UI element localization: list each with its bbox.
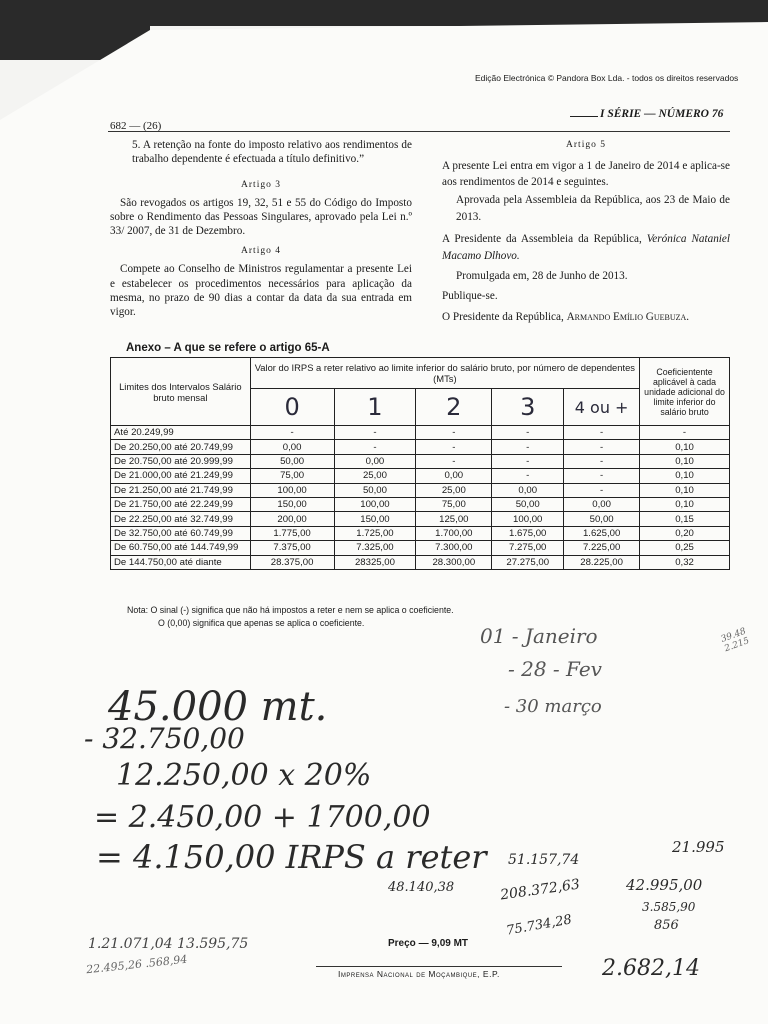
dependents-4-plus: 4 ou + [564,389,640,426]
dependents-3: 3 [492,389,564,426]
table-cell-value: 7.225,00 [564,541,640,555]
table-cell-value: - [334,440,416,454]
republic-president [442,310,730,324]
table-cell-value: 100,00 [250,483,334,497]
article-5-text: A presente Lei entra em vigor a 1 de Janeiro de 2014 e aplica-se aos rendimentos de 2014 e seguintes. [442,160,730,189]
handwritten-sum-1: 51.157,74 [508,852,580,868]
handwritten-sum-2: 21.995 [672,838,725,856]
assembly-president [442,231,730,265]
table-cell-value: - [564,440,640,454]
table-cell-value: 7.375,00 [250,541,334,555]
table-row [111,454,730,468]
table-cell-range: De 21.750,00 até 22.249,99 [111,497,251,511]
table-cell-coefficient: 0,10 [640,440,730,454]
table-row [111,497,730,511]
table-cell-value: 50,00 [334,483,416,497]
table-row [111,440,730,454]
table-cell-value: 150,00 [334,512,416,526]
table-cell-value: 28.225,00 [564,555,640,569]
note-zero: O (0,00) significa que apenas se aplica o coeficiente. [158,618,365,628]
table-cell-value: - [492,454,564,468]
handwritten-month-3: - 30 março [504,696,602,717]
table-row [111,526,730,540]
table-cell-value: 0,00 [416,469,492,483]
table-cell-value: 150,00 [250,497,334,511]
table-cell-range: De 32.750,00 até 60.749,99 [111,526,251,540]
table-cell-value: 25,00 [416,483,492,497]
table-row [111,469,730,483]
left-column [110,138,412,319]
article-3-text: São revogados os artigos 19, 32, 51 e 55 do Código do Imposto sobre o Rendimento das Pessoas Singulares, aprovado pela Lei n.º 33/ 2007, de 31 de Dezembro. [110,196,412,238]
dependents-0: 0 [250,389,334,426]
table-cell-value: - [416,454,492,468]
table-cell-value: 27.275,00 [492,555,564,569]
table-cell-coefficient: 0,10 [640,469,730,483]
handwritten-subtract: - 32.750,00 [84,722,245,755]
header-rule [108,131,730,132]
table-cell-coefficient: - [640,426,730,440]
table-cell-coefficient: 0,32 [640,555,730,569]
handwritten-sum-3: 48.140,38 [388,880,455,895]
footer-scribble-right: 2.682,14 [602,956,700,981]
table-cell-value: - [492,469,564,483]
table-cell-value: 75,00 [250,469,334,483]
table-cell-value: - [492,426,564,440]
table-cell-range: De 21.250,00 até 21.749,99 [111,483,251,497]
table-cell-value: 100,00 [492,512,564,526]
table-row [111,512,730,526]
handwritten-sum-8: 856 [654,918,679,933]
article-3-heading: Artigo 3 [241,180,281,191]
table-row [111,541,730,555]
article-5-heading: Artigo 5 [566,140,606,150]
series-number: I SÉRIE — NÚMERO 76 [600,108,724,120]
table-cell-value: - [416,426,492,440]
handwritten-edge-numbers: 39.48 2.215 [719,626,751,655]
assembly-president-name: Verónica Nataniel Macamo Dlhovo. [442,233,730,263]
handwritten-sum-5: 42.995,00 [626,876,703,894]
page-number: 682 — (26) [110,120,162,132]
promulgation-text: Promulgada em, 28 de Junho de 2013. [456,270,628,283]
table-cell-range: De 21.000,00 até 21.249,99 [111,469,251,483]
table-cell-value: 7.300,00 [416,541,492,555]
handwritten-sum-7: 75.734,28 [505,912,573,939]
table-cell-value: 28.300,00 [416,555,492,569]
table-cell-value: 50,00 [564,512,640,526]
table-cell-value: 0,00 [334,454,416,468]
handwritten-sum-6: 3.585,90 [642,900,696,914]
annex-title: Anexo – A que se refere o artigo 65-A [126,342,330,354]
table-cell-value: 75,00 [416,497,492,511]
table-cell-coefficient: 0,10 [640,483,730,497]
publish-text: Publique-se. [442,290,498,303]
table-cell-value: - [564,426,640,440]
table-cell-value: - [334,426,416,440]
right-column [442,138,730,324]
dependents-1: 1 [334,389,416,426]
republic-president-name: Armando Emílio Guebuza. [566,310,690,323]
footer-scribble-left-2: 22.495,26 .568,94 [85,952,188,977]
handwritten-difference: 12.250,00 x 20% [116,758,372,793]
publisher: Imprensa Nacional de Moçambique, E.P. [338,969,500,979]
table-row [111,483,730,497]
table-header-row [111,358,730,389]
handwritten-result: = 4.150,00 IRPS a reter [96,838,487,876]
table-cell-value: 1.625,00 [564,526,640,540]
table-cell-value: - [564,483,640,497]
table-cell-range: De 20.250,00 até 20.749,99 [111,440,251,454]
item-5-text: 5. A retenção na fonte do imposto relativo aos rendimentos de trabalho dependente é efectuada a título definitivo.” [132,139,412,166]
table-cell-value: 125,00 [416,512,492,526]
handwritten-month-2: - 28 - Fev [508,657,602,681]
table-cell-value: 0,00 [250,440,334,454]
table-cell-coefficient: 0,10 [640,497,730,511]
note-dash: Nota: O sinal (-) significa que não há impostos a reter e nem se aplica o coeficiente. [127,605,454,615]
table-cell-range: De 22.250,00 até 32.749,99 [111,512,251,526]
table-cell-value: 7.275,00 [492,541,564,555]
table-cell-range: Até 20.249,99 [111,426,251,440]
table-cell-value: 1.725,00 [334,526,416,540]
dependents-2: 2 [416,389,492,426]
table-cell-value: 28325,00 [334,555,416,569]
price: Preço — 9,09 MT [388,938,469,949]
series-dash [570,116,598,117]
table-cell-coefficient: 0,25 [640,541,730,555]
handwritten-month-1: 01 - Janeiro [480,624,598,648]
table-cell-value: 200,00 [250,512,334,526]
table-cell-value: 1.775,00 [250,526,334,540]
table-cell-value: 25,00 [334,469,416,483]
header-value: Valor do IRPS a reter relativo ao limite inferior do salário bruto, por número de dependentes (MTs) [250,358,639,389]
table-cell-value: 0,00 [564,497,640,511]
handwritten-sum: = 2.450,00 + 1700,00 [94,800,431,835]
table-cell-value: - [564,454,640,468]
table-cell-value: 1.675,00 [492,526,564,540]
table-row [111,426,730,440]
irps-table [110,357,730,570]
table-cell-value: - [564,469,640,483]
table-cell-value: 100,00 [334,497,416,511]
approval-text: Aprovada pela Assembleia da República, aos 23 de Maio de 2013. [456,194,730,224]
republic-president-label: O Presidente da República, [442,310,564,323]
table-cell-value: 50,00 [250,454,334,468]
table-cell-range: De 60.750,00 até 144.749,99 [111,541,251,555]
table-cell-range: De 144.750,00 até diante [111,555,251,569]
header-limits: Limites dos Intervalos Salário bruto mensal [111,358,251,426]
table-cell-value: - [416,440,492,454]
handwritten-salary: 45.000 mt. [108,684,328,730]
article-4-text: Compete ao Conselho de Ministros regulamentar a presente Lei e estabelecer os procedimentos necessários para aplicação da mesma, no prazo de 90 dias a contar da data da sua entrada em vigor. [110,263,412,319]
table-cell-range: De 20.750,00 até 20.999,99 [111,454,251,468]
table-cell-value: - [250,426,334,440]
table-cell-value: 50,00 [492,497,564,511]
handwritten-sum-4: 208.372,63 [499,876,581,904]
edition-notice: Edição Electrónica © Pandora Box Lda. - todos os direitos reservados [475,73,739,83]
table-cell-value: 28.375,00 [250,555,334,569]
table-cell-value: - [492,440,564,454]
assembly-president-label: A Presidente da Assembleia da República, [442,233,642,246]
table-cell-coefficient: 0,15 [640,512,730,526]
table-cell-value: 0,00 [492,483,564,497]
table-cell-coefficient: 0,20 [640,526,730,540]
table-cell-value: 1.700,00 [416,526,492,540]
header-coefficient: Coeficientente aplicável à cada unidade adicional do limite inferior do salário bruto [640,358,730,426]
footer-rule [316,966,562,967]
table-cell-coefficient: 0,10 [640,454,730,468]
table-cell-value: 7.325,00 [334,541,416,555]
table-row [111,555,730,569]
article-4-heading: Artigo 4 [241,246,281,257]
footer-scribble-left: 1.21.071,04 13.595,75 [88,936,249,952]
